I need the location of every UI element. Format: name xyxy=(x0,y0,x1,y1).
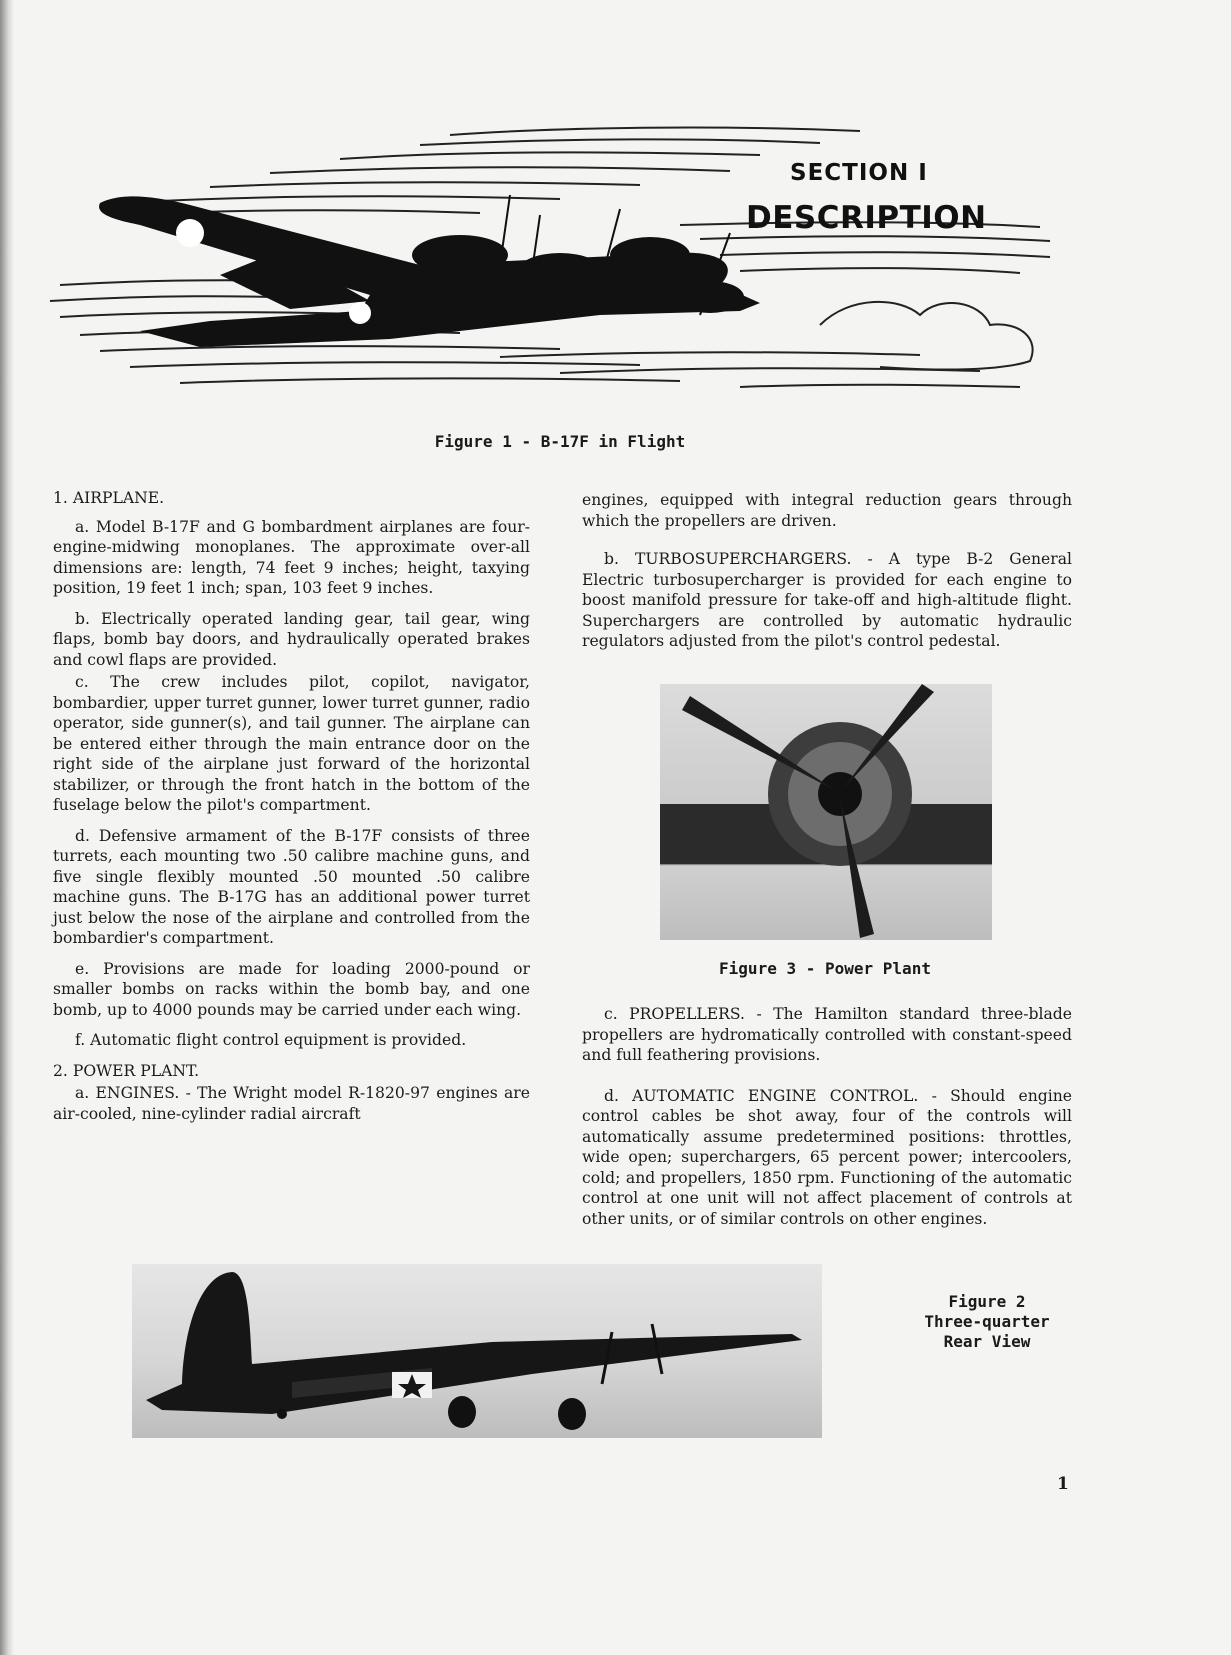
para-2b: b. TURBOSUPERCHARGERS. - A type B-2 General Electric turbosupercharger is provided for each engine to boost manifold pressure for take-off and high-altitude flight. Superchargers are controlled by automatic hydraulic regulators adjusted from the pilot's control pedestal. xyxy=(582,550,1072,650)
para-1e: e. Provisions are made for loading 2000-pound or smaller bombs on racks within the bomb bay, and one bomb, up to 4000 pounds may be carried under each wing. xyxy=(53,959,530,1019)
figure-2-photo xyxy=(132,1264,822,1438)
para-1c: c. The crew includes pilot, copilot, navigator, bombardier, upper turret gunner, lower turret gunner, radio operator, side gunner(s), and tail gunner. The airplane can be entered either through the main entrance door on the right side of the airplane just forward of the horizontal stabilizer, or through the front hatch in the bottom of the fuselage below the pilot's compartment. xyxy=(53,673,530,814)
figure-2-caption-line1: Figure 2 xyxy=(948,1292,1026,1311)
heading-airplane: 1. AIRPLANE. xyxy=(53,489,165,507)
figure-2-caption-line3: Rear View xyxy=(943,1332,1031,1351)
figure-2-caption-line2: Three-quarter xyxy=(924,1312,1050,1331)
page-number: 1 xyxy=(1057,1474,1069,1494)
power-plant-graphic xyxy=(660,684,992,940)
section-label: SECTION I xyxy=(790,160,928,186)
para-2a: a. ENGINES. - The Wright model R-1820-97 engines are air-cooled, nine-cylinder radial aircraft xyxy=(53,1084,530,1123)
left-column xyxy=(53,488,530,1134)
figure-3-caption: Figure 3 - Power Plant xyxy=(719,959,931,978)
para-1a: a. Model B-17F and G bombardment airplanes are four-engine-midwing monoplanes. The approximate over-all dimensions are: length, 74 feet 9 inches; height, taxying position, 19 feet 1 inch; span, 103 feet 9 inches. xyxy=(53,517,530,597)
page-binding-shadow xyxy=(0,0,14,1655)
right-column-bottom xyxy=(582,1004,1072,1239)
para-1f: f. Automatic flight control equipment is provided. xyxy=(75,1031,467,1049)
para-1b: b. Electrically operated landing gear, tail gear, wing flaps, bomb bay doors, and hydraulically operated brakes and cowl flaps are provided. xyxy=(53,609,530,669)
right-column-top xyxy=(582,490,1072,662)
rear-view-graphic xyxy=(132,1264,822,1438)
para-engines-cont: engines, equipped with integral reduction gears through which the propellers are driven. xyxy=(582,491,1072,530)
figure-1-caption: Figure 1 - B-17F in Flight xyxy=(434,432,686,451)
section-title: DESCRIPTION xyxy=(746,200,987,236)
b17-silhouette xyxy=(99,196,760,347)
figure-3-photo xyxy=(660,684,992,940)
heading-power-plant: 2. POWER PLANT. xyxy=(53,1061,200,1080)
para-2c: c. PROPELLERS. - The Hamilton standard three-blade propellers are hydromatically controlled with constant-speed and full feathering provisions. xyxy=(582,1005,1072,1064)
para-1d: d. Defensive armament of the B-17F consists of three turrets, each mounting two .50 calibre machine guns, and five single flexibly mounted .50 mounted .50 calibre machine guns. The B-17G has an additional power turret just below the nose of the airplane and controlled from the bombardier's compartment. xyxy=(53,826,530,947)
figure-2-caption xyxy=(912,1292,1062,1352)
para-2d: d. AUTOMATIC ENGINE CONTROL. - Should engine control cables be shot away, four of the controls will automatically assume predetermined positions: throttles, wide open; superchargers, 65 percent power; intercoolers, cold; and propellers, 1850 rpm. Functioning of the automatic control at one unit will not affect placement of controls at other units, or of similar controls on other engines. xyxy=(582,1086,1072,1228)
